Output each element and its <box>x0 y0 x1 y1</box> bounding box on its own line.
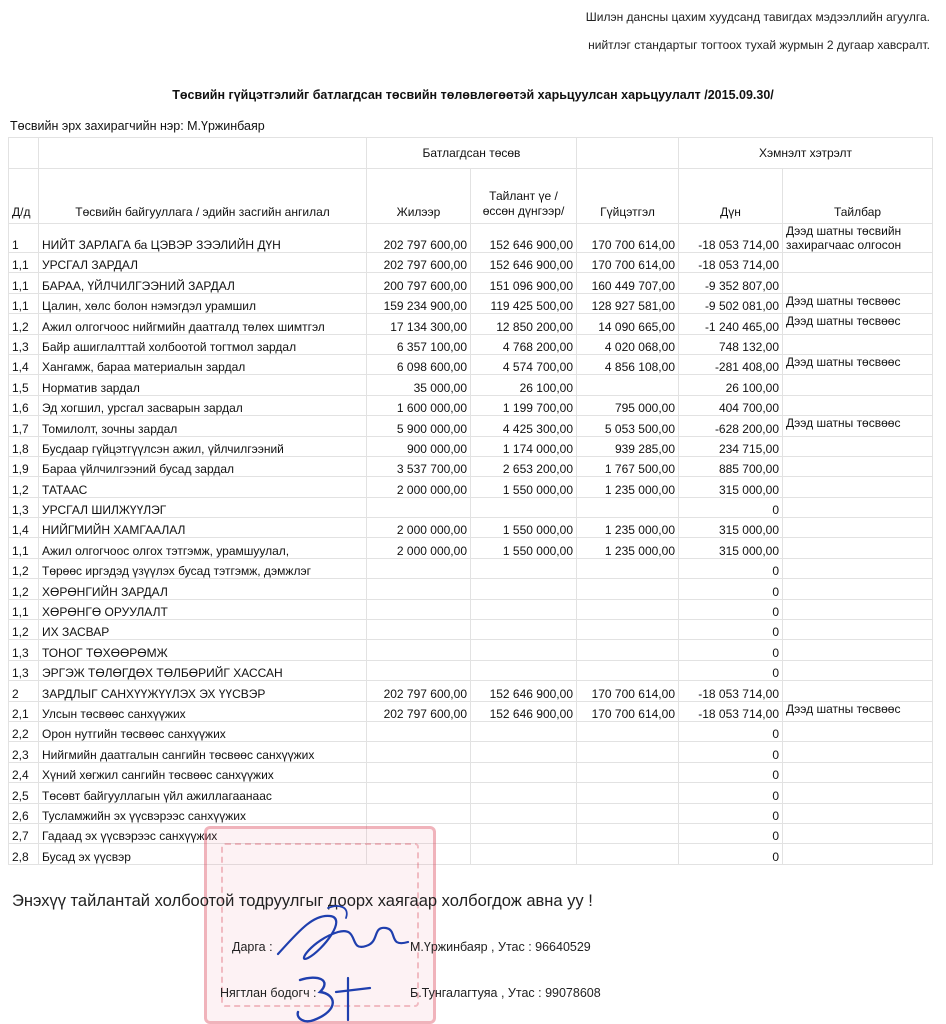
cell-period: 12 850 200,00 <box>471 314 577 334</box>
cell-actual <box>577 660 679 680</box>
cell-amount: -628 200,00 <box>679 416 783 436</box>
cell-amount: 315 000,00 <box>679 477 783 497</box>
cell-name: ЗАРДЛЫГ САНХҮҮЖҮҮЛЭХ ЭХ ҮҮСВЭР <box>39 681 367 701</box>
cell-name: Бусад эх үүсвэр <box>39 844 367 864</box>
cell-remark <box>783 477 933 497</box>
cell-code: 1,4 <box>9 354 39 374</box>
accountant-signature <box>270 970 410 1024</box>
cell-amount: 748 132,00 <box>679 334 783 354</box>
cell-remark: Дээд шатны төсвөөс <box>783 701 933 721</box>
cell-name: УРСГАЛ ШИЛЖҮҮЛЭГ <box>39 497 367 517</box>
director-signature <box>268 902 418 972</box>
cell-actual: 128 927 581,00 <box>577 293 679 313</box>
cell-code: 1,1 <box>9 599 39 619</box>
cell-annual: 159 234 900,00 <box>367 293 471 313</box>
cell-actual <box>577 599 679 619</box>
table-row <box>9 701 933 721</box>
cell-code: 1,3 <box>9 640 39 660</box>
table-body <box>9 224 933 865</box>
cell-annual: 1 600 000,00 <box>367 395 471 415</box>
table-row <box>9 354 933 374</box>
table-row <box>9 224 933 253</box>
cell-remark: Дээд шатны төсвөөс <box>783 354 933 374</box>
cell-remark <box>783 334 933 354</box>
cell-actual: 4 856 108,00 <box>577 354 679 374</box>
cell-amount: 315 000,00 <box>679 518 783 538</box>
cell-name: Нийгмийн даатгалын сангийн төсвөөс санхүүжих <box>39 742 367 762</box>
cell-actual: 170 700 614,00 <box>577 701 679 721</box>
cell-code: 1,4 <box>9 518 39 538</box>
cell-period <box>471 844 577 864</box>
cell-name: ХӨРӨНГӨ ОРУУЛАЛТ <box>39 599 367 619</box>
cell-remark <box>783 721 933 741</box>
cell-remark <box>783 395 933 415</box>
cell-annual: 200 797 600,00 <box>367 273 471 293</box>
cell-annual <box>367 640 471 660</box>
cell-code: 1,6 <box>9 395 39 415</box>
cell-name: Ажил олгогчоос олгох тэтгэмж, урамшуулал, <box>39 538 367 558</box>
cell-actual <box>577 620 679 640</box>
cell-code: 1,3 <box>9 660 39 680</box>
cell-remark: Дээд шатны төсвийн захирагчаас олгосон <box>783 224 933 253</box>
cell-name: Хангамж, бараа материалын зардал <box>39 354 367 374</box>
cell-annual: 2 000 000,00 <box>367 538 471 558</box>
cell-actual: 5 053 500,00 <box>577 416 679 436</box>
cell-remark <box>783 620 933 640</box>
table-row <box>9 660 933 680</box>
cell-amount: -1 240 465,00 <box>679 314 783 334</box>
cell-name: Ажил олгогчоос нийгмийн даатгалд төлөх шимтгэл <box>39 314 367 334</box>
cell-name: ТОНОГ ТӨХӨӨРӨМЖ <box>39 640 367 660</box>
cell-remark <box>783 783 933 803</box>
cell-annual: 5 900 000,00 <box>367 416 471 436</box>
cell-code: 1,8 <box>9 436 39 456</box>
cell-remark <box>783 823 933 843</box>
cell-remark <box>783 253 933 273</box>
cell-code: 1,2 <box>9 579 39 599</box>
cell-amount: 0 <box>679 742 783 762</box>
cell-actual <box>577 783 679 803</box>
cell-period: 1 550 000,00 <box>471 477 577 497</box>
cell-amount: 26 100,00 <box>679 375 783 395</box>
column-header-annual: Жилээр <box>367 169 471 224</box>
cell-annual: 2 000 000,00 <box>367 477 471 497</box>
cell-amount: 0 <box>679 558 783 578</box>
cell-annual <box>367 742 471 762</box>
cell-actual <box>577 742 679 762</box>
cell-code: 2,8 <box>9 844 39 864</box>
contact-line: Энэхүү тайлантай холбоотой тодруулгыг доорх хаягаар холбогдож авна уу ! <box>12 892 593 910</box>
approved-budget-group-header: Батлагдсан төсөв <box>367 138 577 169</box>
cell-actual: 170 700 614,00 <box>577 681 679 701</box>
cell-actual <box>577 558 679 578</box>
cell-amount: 0 <box>679 721 783 741</box>
cell-period: 119 425 500,00 <box>471 293 577 313</box>
cell-actual: 160 449 707,00 <box>577 273 679 293</box>
table-row <box>9 497 933 517</box>
cell-period <box>471 783 577 803</box>
cell-actual <box>577 823 679 843</box>
table-row <box>9 395 933 415</box>
cell-remark <box>783 375 933 395</box>
budget-comparison-table <box>8 137 933 865</box>
cell-amount: 234 715,00 <box>679 436 783 456</box>
table-row <box>9 334 933 354</box>
cell-remark <box>783 558 933 578</box>
cell-annual <box>367 803 471 823</box>
cell-code: 1,5 <box>9 375 39 395</box>
accountant-info: Б.Тунгалагтуяа , Утас : 99078608 <box>410 986 601 1000</box>
cell-name: Гадаад эх үүсвэрээс санхүүжих <box>39 823 367 843</box>
cell-amount: -9 502 081,00 <box>679 293 783 313</box>
cell-remark <box>783 518 933 538</box>
table-row <box>9 538 933 558</box>
cell-code: 2,2 <box>9 721 39 741</box>
table-row <box>9 477 933 497</box>
cell-name: ИХ ЗАСВАР <box>39 620 367 640</box>
cell-name: Томилолт, зочны зардал <box>39 416 367 436</box>
cell-actual <box>577 375 679 395</box>
header-note-line1: Шилэн дансны цахим хуудсанд тавигдах мэдээллийн агуулга. <box>585 10 930 24</box>
cell-name: Бараа үйлчилгээний бусад зардал <box>39 456 367 476</box>
table-row <box>9 375 933 395</box>
cell-annual <box>367 620 471 640</box>
column-header-name: Төсвийн байгууллага / эдийн засгийн ангилал <box>39 169 367 224</box>
cell-period <box>471 599 577 619</box>
cell-actual: 170 700 614,00 <box>577 253 679 273</box>
cell-amount: 0 <box>679 762 783 782</box>
cell-actual: 1 235 000,00 <box>577 477 679 497</box>
cell-amount: 0 <box>679 823 783 843</box>
table-row <box>9 273 933 293</box>
cell-code: 1,2 <box>9 477 39 497</box>
cell-period: 4 574 700,00 <box>471 354 577 374</box>
cell-remark: Дээд шатны төсвөөс <box>783 416 933 436</box>
cell-actual: 14 090 665,00 <box>577 314 679 334</box>
cell-remark: Дээд шатны төсвөөс <box>783 293 933 313</box>
cell-name: Цалин, хөлс болон нэмэгдэл урамшил <box>39 293 367 313</box>
cell-name: Улсын төсвөөс санхүүжих <box>39 701 367 721</box>
cell-amount: -18 053 714,00 <box>679 224 783 253</box>
cell-name: ЭРГЭЖ ТӨЛӨГДӨХ ТӨЛБӨРИЙГ ХАССАН <box>39 660 367 680</box>
cell-name: Төрөөс иргэдэд үзүүлэх бусад тэтгэмж, дэмжлэг <box>39 558 367 578</box>
table-row <box>9 783 933 803</box>
cell-remark <box>783 497 933 517</box>
cell-period <box>471 762 577 782</box>
cell-remark <box>783 456 933 476</box>
column-header-period: Тайлант үе /өссөн дүнгээр/ <box>471 169 577 224</box>
cell-code: 1,2 <box>9 620 39 640</box>
header-empty-cell <box>9 138 39 169</box>
cell-code: 1,3 <box>9 334 39 354</box>
cell-amount: 0 <box>679 640 783 660</box>
cell-actual: 1 235 000,00 <box>577 518 679 538</box>
cell-name: ТАТААС <box>39 477 367 497</box>
cell-amount: 0 <box>679 497 783 517</box>
cell-amount: -18 053 714,00 <box>679 253 783 273</box>
director-label: Дарга : <box>232 940 273 954</box>
cell-amount: 404 700,00 <box>679 395 783 415</box>
cell-amount: 0 <box>679 844 783 864</box>
cell-annual: 35 000,00 <box>367 375 471 395</box>
cell-code: 1,9 <box>9 456 39 476</box>
cell-period: 1 199 700,00 <box>471 395 577 415</box>
cell-remark <box>783 273 933 293</box>
column-header-amount: Дүн <box>679 169 783 224</box>
cell-actual <box>577 762 679 782</box>
cell-remark: Дээд шатны төсвөөс <box>783 314 933 334</box>
cell-period <box>471 660 577 680</box>
table-row <box>9 844 933 864</box>
cell-period <box>471 803 577 823</box>
cell-remark <box>783 579 933 599</box>
cell-period <box>471 579 577 599</box>
cell-amount: 885 700,00 <box>679 456 783 476</box>
cell-annual <box>367 660 471 680</box>
table-row <box>9 620 933 640</box>
cell-period: 4 768 200,00 <box>471 334 577 354</box>
cell-actual <box>577 497 679 517</box>
table-row <box>9 253 933 273</box>
column-header-code: Д/д <box>9 169 39 224</box>
cell-annual <box>367 497 471 517</box>
cell-period: 1 550 000,00 <box>471 518 577 538</box>
cell-code: 1,3 <box>9 497 39 517</box>
cell-amount: -18 053 714,00 <box>679 701 783 721</box>
cell-amount: 0 <box>679 620 783 640</box>
cell-period <box>471 721 577 741</box>
cell-period: 152 646 900,00 <box>471 224 577 253</box>
cell-amount: 0 <box>679 660 783 680</box>
cell-name: Бусдаар гүйцэтгүүлсэн ажил, үйлчилгээний <box>39 436 367 456</box>
cell-amount: 0 <box>679 803 783 823</box>
cell-name: НИЙТ ЗАРЛАГА ба ЦЭВЭР ЗЭЭЛИЙН ДҮН <box>39 224 367 253</box>
accountant-label: Нягтлан бодогч : <box>220 986 317 1000</box>
cell-name: Байр ашиглалттай холбоотой тогтмол зардал <box>39 334 367 354</box>
cell-name: Тусламжийн эх үүсвэрээс санхүүжих <box>39 803 367 823</box>
cell-code: 2,7 <box>9 823 39 843</box>
cell-period <box>471 742 577 762</box>
cell-period <box>471 558 577 578</box>
cell-remark <box>783 742 933 762</box>
table-row <box>9 579 933 599</box>
cell-annual: 3 537 700,00 <box>367 456 471 476</box>
cell-period: 2 653 200,00 <box>471 456 577 476</box>
cell-annual: 202 797 600,00 <box>367 701 471 721</box>
cell-period <box>471 823 577 843</box>
cell-annual <box>367 558 471 578</box>
cell-period: 152 646 900,00 <box>471 681 577 701</box>
column-header-actual: Гүйцэтгэл <box>577 169 679 224</box>
table-row <box>9 640 933 660</box>
cell-code: 2,3 <box>9 742 39 762</box>
cell-period: 4 425 300,00 <box>471 416 577 436</box>
cell-annual: 17 134 300,00 <box>367 314 471 334</box>
cell-remark <box>783 803 933 823</box>
cell-actual: 939 285,00 <box>577 436 679 456</box>
cell-remark <box>783 538 933 558</box>
cell-code: 1,2 <box>9 314 39 334</box>
cell-period: 152 646 900,00 <box>471 253 577 273</box>
cell-code: 1,7 <box>9 416 39 436</box>
cell-actual <box>577 721 679 741</box>
cell-actual: 1 235 000,00 <box>577 538 679 558</box>
table-row <box>9 762 933 782</box>
cell-actual: 170 700 614,00 <box>577 224 679 253</box>
cell-remark <box>783 599 933 619</box>
table-row <box>9 681 933 701</box>
director-info: М.Үржинбаяр , Утас : 96640529 <box>410 940 591 954</box>
cell-amount: 0 <box>679 579 783 599</box>
cell-period <box>471 640 577 660</box>
cell-name: БАРАА, ҮЙЛЧИЛГЭЭНИЙ ЗАРДАЛ <box>39 273 367 293</box>
cell-name: УРСГАЛ ЗАРДАЛ <box>39 253 367 273</box>
cell-actual: 1 767 500,00 <box>577 456 679 476</box>
cell-annual: 6 357 100,00 <box>367 334 471 354</box>
cell-name: Орон нутгийн төсвөөс санхүүжих <box>39 721 367 741</box>
cell-period: 26 100,00 <box>471 375 577 395</box>
header-note-line2: нийтлэг стандартыг тогтоох тухай журмын 2 дугаар хавсралт. <box>588 38 930 52</box>
cell-name: Төсөвт байгууллагын үйл ажиллагаанаас <box>39 783 367 803</box>
table-row <box>9 518 933 538</box>
cell-remark <box>783 844 933 864</box>
budget-manager-line: Төсвийн эрх захирагчийн нэр: М.Үржинбаяр <box>10 119 265 133</box>
cell-annual: 2 000 000,00 <box>367 518 471 538</box>
cell-amount: 0 <box>679 783 783 803</box>
cell-code: 1,1 <box>9 253 39 273</box>
cell-period: 1 550 000,00 <box>471 538 577 558</box>
cell-actual <box>577 640 679 660</box>
table-row <box>9 803 933 823</box>
cell-annual: 202 797 600,00 <box>367 224 471 253</box>
cell-name: Хүний хөгжил сангийн төсвөөс санхүүжих <box>39 762 367 782</box>
cell-annual <box>367 721 471 741</box>
variance-group-header: Хэмнэлт хэтрэлт <box>679 138 933 169</box>
cell-name: Эд хогшил, урсгал засварын зардал <box>39 395 367 415</box>
cell-remark <box>783 436 933 456</box>
cell-code: 1,1 <box>9 538 39 558</box>
cell-code: 2 <box>9 681 39 701</box>
table-row <box>9 436 933 456</box>
cell-annual: 202 797 600,00 <box>367 253 471 273</box>
cell-annual <box>367 783 471 803</box>
cell-amount: -9 352 807,00 <box>679 273 783 293</box>
cell-remark <box>783 681 933 701</box>
cell-name: Норматив зардал <box>39 375 367 395</box>
header-empty-cell <box>39 138 367 169</box>
cell-actual: 4 020 068,00 <box>577 334 679 354</box>
cell-remark <box>783 640 933 660</box>
cell-code: 2,4 <box>9 762 39 782</box>
cell-remark <box>783 762 933 782</box>
cell-amount: -281 408,00 <box>679 354 783 374</box>
cell-annual: 900 000,00 <box>367 436 471 456</box>
cell-code: 2,1 <box>9 701 39 721</box>
header-empty-cell <box>577 138 679 169</box>
cell-name: НИЙГМИЙН ХАМГААЛАЛ <box>39 518 367 538</box>
cell-code: 2,6 <box>9 803 39 823</box>
cell-annual <box>367 599 471 619</box>
cell-amount: 0 <box>679 599 783 619</box>
cell-amount: -18 053 714,00 <box>679 681 783 701</box>
cell-period: 152 646 900,00 <box>471 701 577 721</box>
cell-code: 1,2 <box>9 558 39 578</box>
table-row <box>9 293 933 313</box>
cell-amount: 315 000,00 <box>679 538 783 558</box>
cell-actual <box>577 803 679 823</box>
cell-code: 1 <box>9 224 39 253</box>
table-row <box>9 823 933 843</box>
cell-code: 2,5 <box>9 783 39 803</box>
cell-code: 1,1 <box>9 273 39 293</box>
document-title: Төсвийн гүйцэтгэлийг батлагдсан төсвийн төлөвлөгөөтэй харьцуулсан харьцуулалт /2015.09.30/ <box>172 88 774 102</box>
cell-period <box>471 497 577 517</box>
cell-annual: 202 797 600,00 <box>367 681 471 701</box>
table-row <box>9 742 933 762</box>
column-header-remark: Тайлбар <box>783 169 933 224</box>
table-row <box>9 416 933 436</box>
table-row <box>9 456 933 476</box>
cell-actual: 795 000,00 <box>577 395 679 415</box>
cell-actual <box>577 844 679 864</box>
cell-actual <box>577 579 679 599</box>
table-row <box>9 721 933 741</box>
cell-period <box>471 620 577 640</box>
table-row <box>9 314 933 334</box>
cell-name: ХӨРӨНГИЙН ЗАРДАЛ <box>39 579 367 599</box>
cell-period: 151 096 900,00 <box>471 273 577 293</box>
table-row <box>9 599 933 619</box>
cell-annual <box>367 579 471 599</box>
cell-code: 1,1 <box>9 293 39 313</box>
cell-remark <box>783 660 933 680</box>
cell-annual <box>367 762 471 782</box>
table-row <box>9 558 933 578</box>
cell-period: 1 174 000,00 <box>471 436 577 456</box>
cell-annual: 6 098 600,00 <box>367 354 471 374</box>
